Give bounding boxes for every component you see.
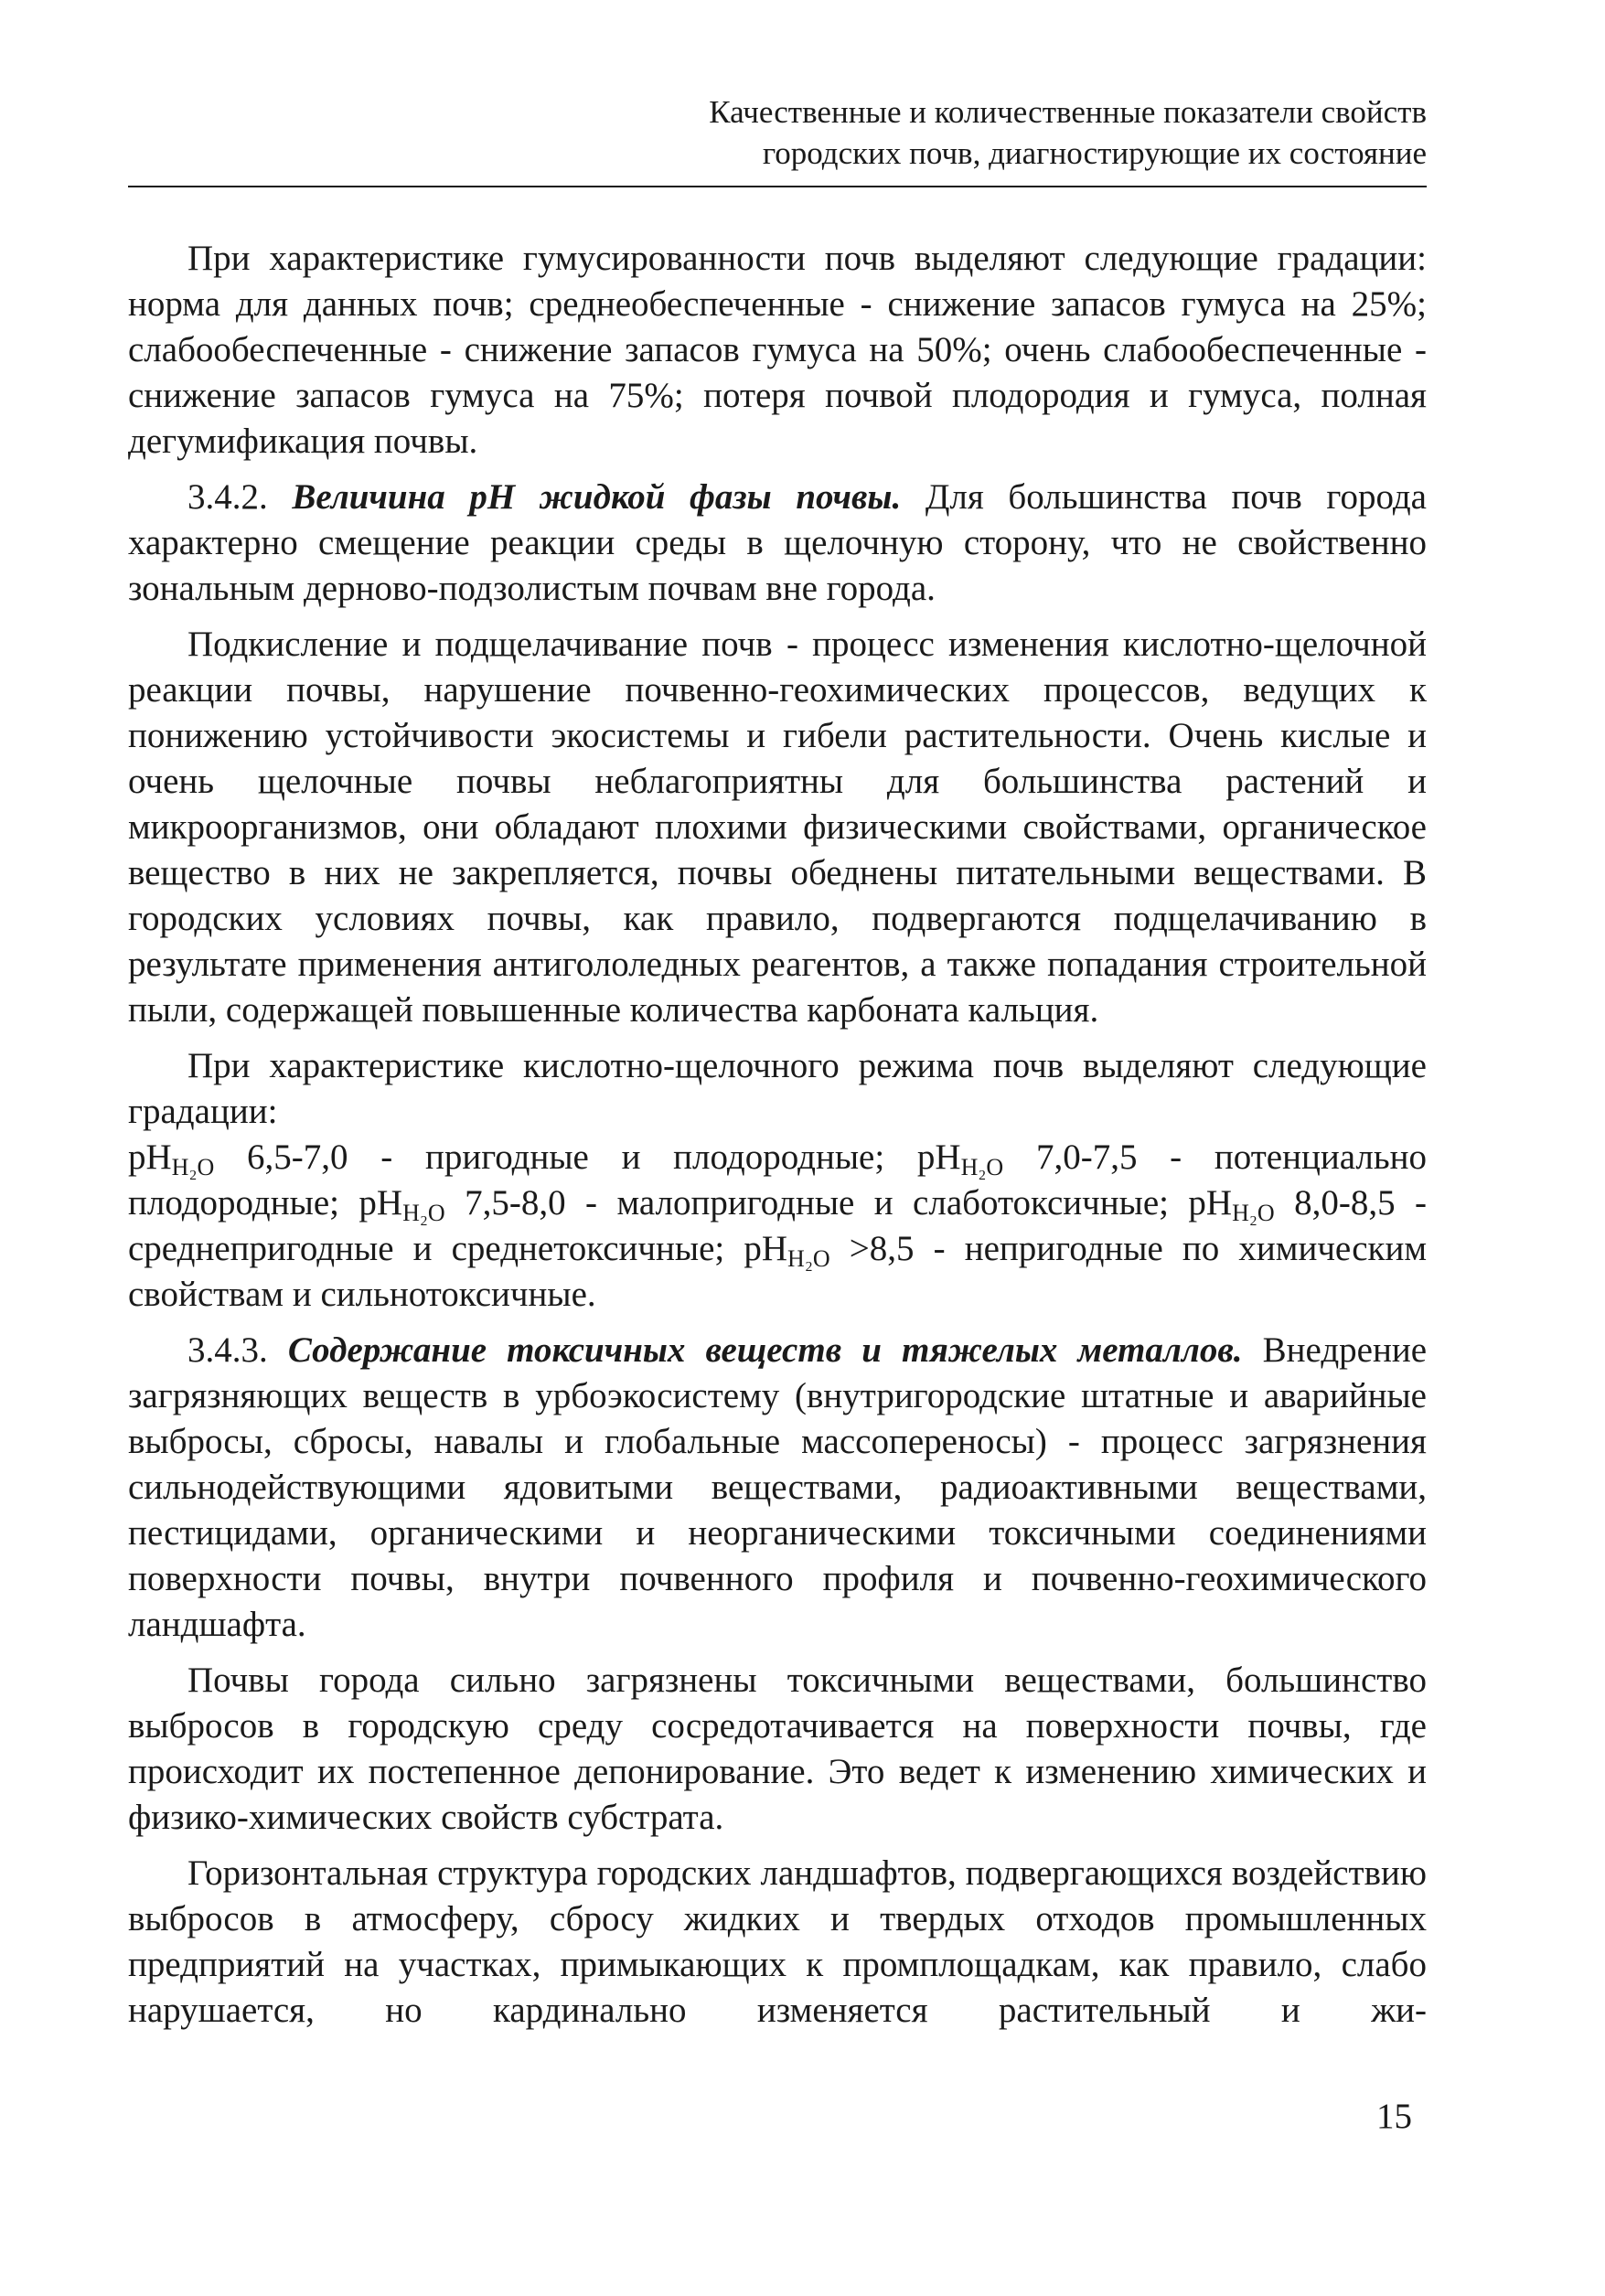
ph-grade-1: 6,5-7,0 - пригодные и плодородные; (247, 1137, 885, 1177)
ph-grade-2: 7,0-7,5 - потенциально плодородные; (128, 1137, 1427, 1223)
ph-grade-3: 7,5-8,0 - малопригодные и слаботоксичные; (465, 1183, 1169, 1223)
ph-grade-5: >8,5 - непригодные по химическим свойствам и сильнотоксичные. (128, 1229, 1428, 1314)
ph-symbol: pH (1188, 1183, 1233, 1223)
paragraph-humus-grades: норма для данных почв; среднеобеспеченные - снижение запасов гумуса на 25%; слабообеспеченные - снижение запасов гумуса на 50%; очень слабообеспеченные - снижение запасов гумуса на 75%; потеря почвой плодородия и гумуса, полная дегумификация почвы. (128, 284, 1427, 461)
ph-subscript: H₂O (171, 1154, 215, 1180)
ph-symbol: pH (358, 1183, 403, 1223)
running-header (128, 91, 1427, 174)
ph-symbol: pH (916, 1137, 961, 1177)
ph-subscript: H₂O (960, 1154, 1004, 1180)
header-rule (128, 186, 1427, 187)
running-header-line-1: Качественные и количественные показатели свойств (709, 94, 1427, 130)
section-text-ph: Для большинства почв города характерно смещение реакции среды в щелочную сторону, что не свойственно зональным дерново-подзолистым почвам вне города. (128, 477, 1427, 608)
ph-grade-4: 8,0-8,5 - среднепригодные и среднетоксичные; (128, 1183, 1428, 1268)
ph-subscript: H₂O (402, 1200, 445, 1226)
ph-symbol: pH (128, 1137, 172, 1177)
section-number-3-4-3: 3.4.3. (187, 1330, 268, 1370)
ph-subscript: H₂O (787, 1245, 830, 1272)
ph-subscript: H₂O (1232, 1200, 1275, 1226)
section-heading-ph: Величина рН жидкой фазы почвы. (292, 477, 902, 517)
running-header-line-2: городских почв, диагностирующие их состояние (762, 135, 1427, 171)
page-number: 15 (1376, 2097, 1412, 2136)
paragraph-city-soils: Почвы города сильно загрязнены токсичными веществами, большинство выбросов в городскую среду сосредотачивается на поверхности почвы, где происходит их постепенное депонирование. Это ведет к изменению химических и физико-химических свойств субстрата. (128, 1661, 1427, 1837)
paragraph-landscape-structure: Горизонтальная структура городских ландшафтов, подвергающихся воздействию выбросов в атмосферу, сбросу жидких и твердых отходов промышленных предприятий на участках, примыкающих к промплощадкам, как правило, слабо нарушается, но кардинально изменяется растительный и жи- (128, 1853, 1427, 2030)
paragraph-section-3-4-2 (128, 475, 1427, 612)
paragraph-humus-intro: При характеристике гумусированности почв выделяют следующие градации: (187, 239, 1427, 278)
section-text-toxic: Внедрение загрязняющих веществ в урбоэкосистему (внутригородские штатные и аварийные выбросы, сбросы, навалы и глобальные массопереносы) - процесс загрязнения сильнодействующими ядовитыми веществами, радиоактивными веществами, пестицидами, органическими и неорганическими токсичными соединениями поверхности почвы, внутри почвенного профиля и почвенно-геохимического ландшафта. (128, 1330, 1428, 1644)
ph-symbol: pH (744, 1229, 788, 1268)
paragraph-section-3-4-3 (128, 1328, 1427, 1648)
paragraph-ph-grades (128, 1135, 1427, 1318)
section-heading-toxic: Содержание токсичных веществ и тяжелых металлов. (287, 1330, 1243, 1370)
body-text (128, 236, 1427, 2034)
section-number-3-4-2: 3.4.2. (187, 477, 268, 517)
paragraph-ph-intro: При характеристике кислотно-щелочного режима почв выделяют следующие градации: (128, 1046, 1427, 1131)
paragraph-acidification: Подкисление и подщелачивание почв - процесс изменения кислотно-щелочной реакции почвы, нарушение почвенно-геохимических процессов, ведущих к понижению устойчивости экосистемы и гибели растительности. Очень кислые и очень щелочные почвы неблагоприятны для большинства растений и микроорганизмов, они обладают плохими физическими свойствами, органическое вещество в них не закрепляется, почвы обеднены питательными веществами. В городских условиях почвы, как правило, подвергаются подщелачиванию в результате применения антигололедных реагентов, а также попадания строительной пыли, содержащей повышенные количества карбоната кальция. (128, 625, 1427, 1030)
